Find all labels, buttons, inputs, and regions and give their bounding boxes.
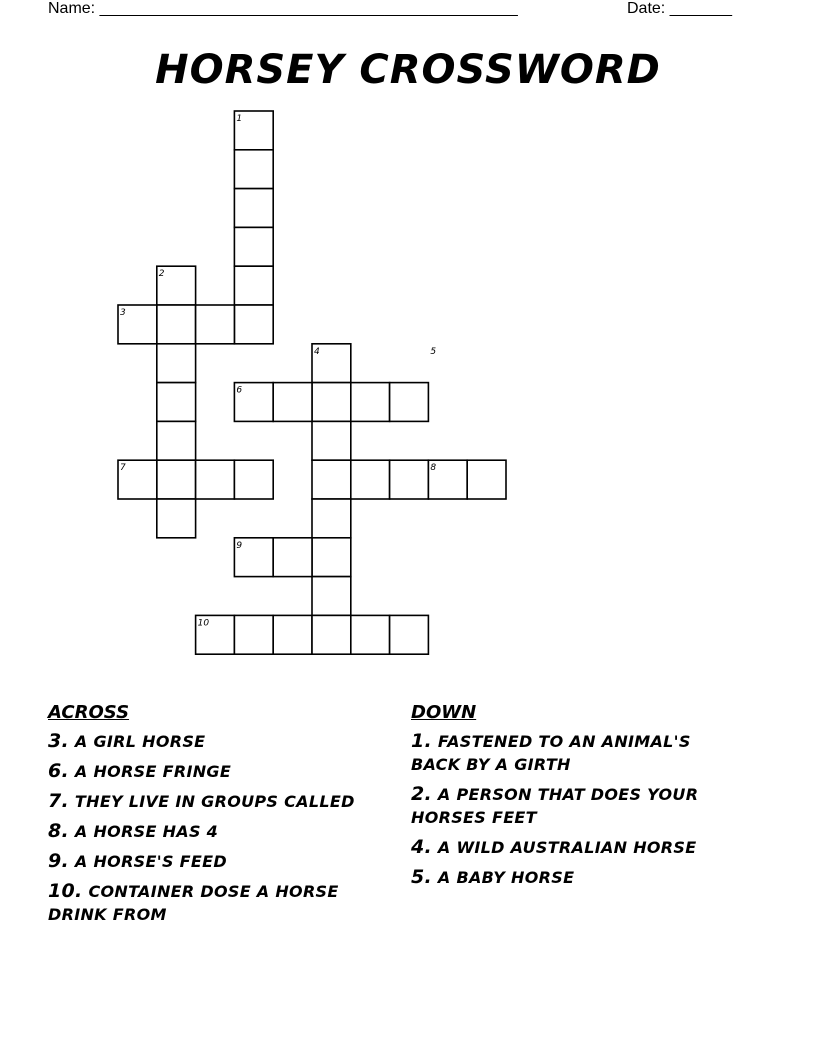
crossword-cell[interactable] <box>467 460 506 499</box>
clue-number: 8. <box>48 820 70 842</box>
cell-number: 10 <box>197 618 210 629</box>
crossword-cell[interactable] <box>157 383 196 422</box>
clue-number: 9. <box>48 850 70 872</box>
across-clue-10 <box>48 880 388 926</box>
clue-text: A HORSE'S FEED <box>74 852 227 871</box>
crossword-cell[interactable] <box>157 499 196 538</box>
crossword-cell[interactable] <box>312 460 351 499</box>
clue-text: A GIRL HORSE <box>74 732 206 751</box>
clue-text: A HORSE FRINGE <box>74 762 232 781</box>
crossword-cell[interactable] <box>390 460 429 499</box>
clue-number: 7. <box>48 790 70 812</box>
clue-text: A WILD AUSTRALIAN HORSE <box>437 838 697 857</box>
across-clue-6 <box>48 760 388 783</box>
crossword-cell[interactable] <box>234 305 273 344</box>
clue-number: 2. <box>411 783 433 805</box>
crossword-cell[interactable] <box>273 383 312 422</box>
across-clue-7 <box>48 790 388 813</box>
page-title: HORSEY CROSSWORD <box>155 47 661 93</box>
crossword-cell[interactable] <box>234 615 273 654</box>
cell-number: 2 <box>158 269 165 280</box>
cell-number: 6 <box>236 385 243 396</box>
cell-number: 3 <box>120 308 126 318</box>
cell-number: 5 <box>430 346 437 357</box>
clue-number: 5. <box>411 866 433 888</box>
clue-number: 3. <box>48 730 70 752</box>
cell-number: 7 <box>120 463 126 474</box>
down-clue-4 <box>411 836 741 859</box>
clue-number: 6. <box>48 760 70 782</box>
clue-number: 10. <box>48 880 83 902</box>
crossword-cell[interactable] <box>351 460 390 499</box>
clue-text: A HORSE HAS 4 <box>74 822 219 841</box>
clue-text: THEY LIVE IN GROUPS CALLED <box>74 792 355 811</box>
name-line: Name: _______________________________________________ <box>48 0 518 17</box>
date-line: Date: _______ <box>627 0 732 17</box>
crossword-cell[interactable] <box>234 460 273 499</box>
clue-text: CONTAINER DOSE A HORSE DRINK FROM <box>48 882 339 924</box>
crossword-cell[interactable] <box>390 383 429 422</box>
crossword-cell[interactable] <box>157 421 196 460</box>
crossword-cell[interactable] <box>273 538 312 577</box>
crossword-cell[interactable] <box>390 615 429 654</box>
crossword-cell[interactable] <box>234 266 273 305</box>
cell-number: 1 <box>236 114 243 124</box>
crossword-cell[interactable] <box>273 615 312 654</box>
across-clue-9 <box>48 850 388 873</box>
clue-number: 1. <box>411 730 433 752</box>
down-clue-5 <box>411 866 741 889</box>
across-clue-3 <box>48 730 388 753</box>
crossword-cell[interactable] <box>234 189 273 228</box>
cell-number: 9 <box>236 540 243 551</box>
across-heading: ACROSS <box>48 702 130 723</box>
crossword-cell[interactable] <box>312 538 351 577</box>
crossword-cell[interactable] <box>157 344 196 383</box>
crossword-cell[interactable] <box>196 460 235 499</box>
crossword-cell[interactable] <box>312 499 351 538</box>
crossword-cell[interactable] <box>351 615 390 654</box>
clue-number: 4. <box>411 836 433 858</box>
crossword-cell[interactable] <box>196 305 235 344</box>
crossword-cell[interactable] <box>312 615 351 654</box>
crossword-cell[interactable] <box>351 383 390 422</box>
cell-number: 8 <box>430 463 437 474</box>
clue-text: A BABY HORSE <box>437 868 575 887</box>
crossword-cell[interactable] <box>312 577 351 616</box>
down-heading: DOWN <box>411 702 477 723</box>
clue-text: FASTENED TO AN ANIMAL'S BACK BY A GIRTH <box>411 732 691 774</box>
down-clues <box>411 700 741 896</box>
across-clue-8 <box>48 820 388 843</box>
down-clue-2 <box>411 783 741 829</box>
cell-number: 4 <box>314 346 320 357</box>
across-clues <box>48 700 388 933</box>
crossword-cell[interactable] <box>234 227 273 266</box>
crossword-cell[interactable] <box>312 421 351 460</box>
crossword-cell[interactable] <box>157 305 196 344</box>
crossword-cell[interactable] <box>157 460 196 499</box>
down-clue-1 <box>411 730 741 776</box>
crossword-cell[interactable] <box>312 383 351 422</box>
clue-text: A PERSON THAT DOES YOUR HORSES FEET <box>411 785 699 827</box>
crossword-cell[interactable] <box>234 150 273 189</box>
